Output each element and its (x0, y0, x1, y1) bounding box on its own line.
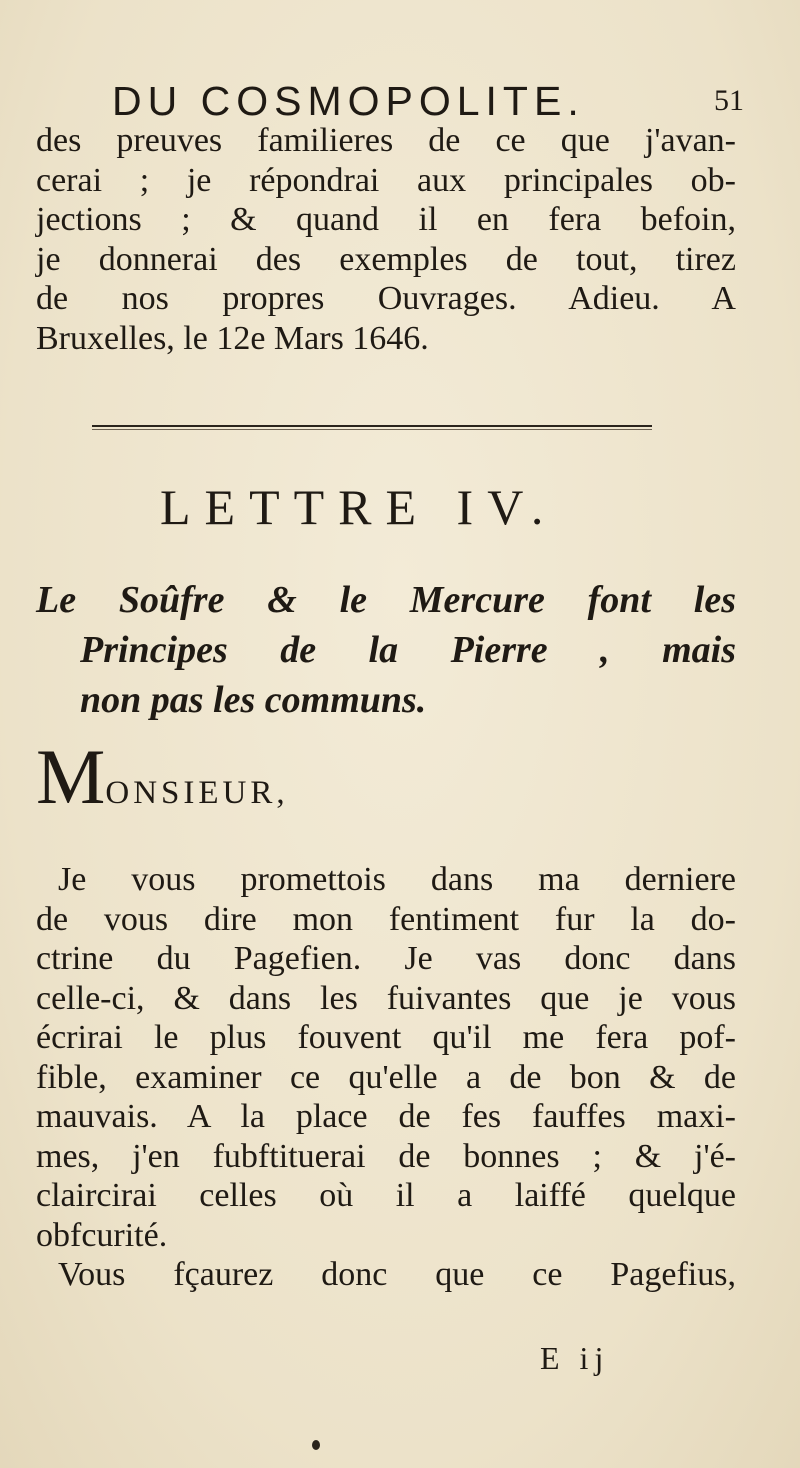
text-line: celle-ci, & dans les fuivantes que je vous (36, 979, 736, 1017)
running-header: DU COSMOPOLITE. (112, 78, 585, 124)
text-line: Je vous promettois dans ma derniere (58, 861, 736, 898)
text-line: ctrine du Pagefien. Je vas donc dans (36, 940, 736, 977)
subtitle-line: Principes de la Pierre , mais (80, 629, 736, 671)
text-line: écrirai le plus fouvent qu'il me fera pof- (36, 1019, 736, 1056)
subtitle-line: Le Soûfre & le Mercure font les (36, 579, 736, 621)
salutation-text: ONSIEUR, (105, 775, 289, 811)
letter-subtitle (36, 575, 736, 725)
text-line: mes, j'en fubftituerai de bonnes ; & j'é- (36, 1137, 736, 1175)
text-line: Vous fçaurez donc que ce Pagefius, (58, 1256, 736, 1293)
section-divider-thin (92, 429, 652, 430)
text-line: claircirai celles où il a laiffé quelque (36, 1177, 736, 1214)
drop-cap: M (36, 733, 106, 820)
salutation (36, 733, 289, 820)
body-paragraph (36, 860, 736, 1295)
text-line: obfcurité. (36, 1216, 168, 1254)
subtitle-line: non pas les communs. (80, 679, 427, 721)
signature-mark: E ij (540, 1340, 610, 1376)
text-line: de vous dire mon fentiment fur la do- (36, 900, 736, 938)
text-line: cerai ; je répondrai aux principales ob- (36, 161, 736, 199)
page-number: 51 (714, 84, 744, 117)
text-line: Bruxelles, le 12e Mars 1646. (36, 319, 429, 357)
text-line: de nos propres Ouvrages. Adieu. A (36, 280, 736, 317)
letter-title: LETTRE IV. (160, 479, 558, 535)
text-line: mauvais. A la place de fes fauffes maxi- (36, 1098, 736, 1135)
text-line: je donnerai des exemples de tout, tirez (36, 240, 736, 278)
intro-paragraph (36, 121, 736, 358)
text-line: fible, examiner ce qu'elle a de bon & de (36, 1058, 736, 1096)
section-divider (92, 425, 652, 427)
text-line: des preuves familieres de ce que j'avan- (36, 122, 736, 159)
ink-dot (312, 1440, 320, 1450)
text-line: jections ; & quand il en fera befoin, (36, 201, 736, 238)
